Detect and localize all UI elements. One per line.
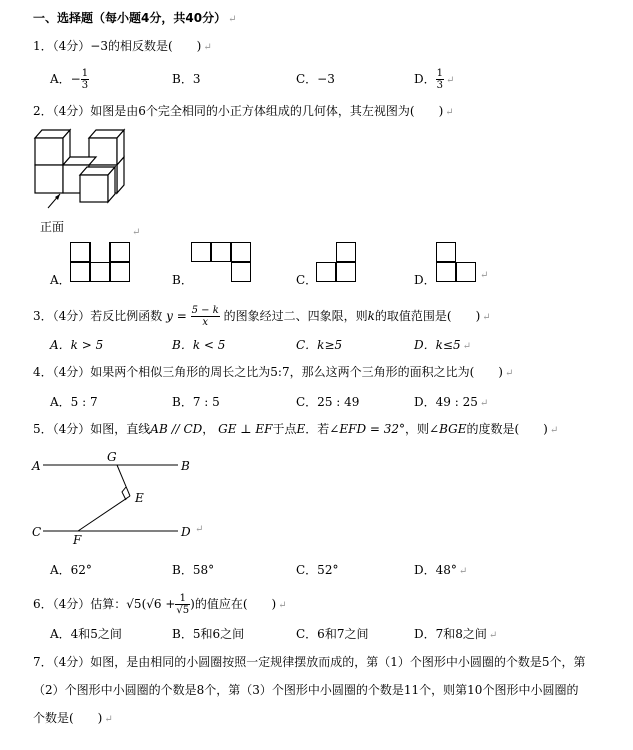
point-label-g: G [107, 450, 117, 464]
q2-stem: 2．（4分）如图是由6个完全相同的小正方体组成的几何体，其左视图为( ) ↵ [33, 104, 454, 118]
point-label-d: D [181, 525, 191, 539]
q4-stem: 4．（4分）如果两个相似三角形的周长之比为5:7，那么这两个三角形的面积之比为( ) ↵ [33, 365, 514, 379]
q3-option-c[interactable]: C．k≥5 [296, 338, 343, 352]
q1-option-a[interactable]: A．− $\frac{1}{3}$ [50, 68, 89, 91]
fraction: $\frac{1}{√5}$ [176, 593, 190, 616]
q7-stem-line1: 7．（4分）如图，是由相同的小圆圈按照一定规律摆放而成的，第（1）个图形中小圆圈的个数是5个，第 [33, 655, 586, 669]
q7-stem-line2: （2）个图形中小圆圈的个数是8个，第（3）个图形中小圆圈的个数是11个，则第10个图形中小圆圈的 [33, 683, 579, 697]
q3-option-a[interactable]: A．k > 5 [50, 338, 104, 352]
q5-option-c[interactable]: C．52° [296, 563, 339, 577]
return-mark: ↵ [228, 14, 237, 25]
q2-option-a[interactable]: A． [50, 273, 71, 287]
q3-option-d[interactable]: D．k≤5 ↵ [414, 338, 471, 352]
q5-option-d[interactable]: D．48° ↵ [414, 563, 468, 577]
q4-option-d[interactable]: D．49 : 25 ↵ [414, 395, 489, 409]
q2-front-label: 正面 [40, 220, 65, 234]
q5-stem: 5．（4分）如图，直线AB // CD， GE ⊥ EF于点E．若∠EFD = 32°，则∠BGE的度数是( ) ↵ [33, 422, 559, 436]
point-label-f: F [73, 533, 82, 547]
q6-option-a[interactable]: A．4和5之间 [50, 627, 122, 641]
section-note: （每小题4分，共40分） [93, 11, 227, 25]
q4-option-b[interactable]: B．7 : 5 [172, 395, 220, 409]
q1-option-d[interactable]: D． $\frac{1}{3}$ ↵ [414, 68, 455, 91]
fraction: $\frac{5 - k}{x}$ [191, 305, 219, 328]
section-heading [33, 10, 236, 28]
q3-option-b[interactable]: B．k < 5 [172, 338, 226, 352]
q2-option-d[interactable]: D． [414, 273, 436, 287]
point-label-a: A [32, 459, 41, 473]
q2-option-b[interactable]: B． [172, 273, 193, 287]
q6-option-b[interactable]: B．5和6之间 [172, 627, 245, 641]
q1-option-b[interactable]: B．3 [172, 72, 201, 86]
q1-stem: 1．（4分）−3的相反数是( ) ↵ [33, 39, 212, 53]
q6-option-c[interactable]: C．6和7之间 [296, 627, 369, 641]
q4-option-c[interactable]: C．25 : 49 [296, 395, 360, 409]
fraction: $\frac{1}{3}$ [81, 68, 89, 91]
point-label-b: B [181, 459, 190, 473]
q5-option-b[interactable]: B．58° [172, 563, 215, 577]
q7-stem-line3: 个数是( ) ↵ [33, 711, 113, 725]
fraction: $\frac{1}{3}$ [436, 68, 443, 91]
q2-option-c[interactable]: C． [296, 273, 318, 287]
point-label-c: C [32, 525, 42, 539]
q3-stem: 3．（4分）若反比例函数 y = $\frac{5 - k}{x}$ 的图象经过二、四象限，则k的取值范围是( ) ↵ [33, 305, 491, 328]
q1-option-c[interactable]: C．−3 [296, 72, 335, 86]
q5-option-a[interactable]: A．62° [50, 563, 92, 577]
point-label-e: E [135, 491, 144, 505]
q4-option-a[interactable]: A．5 : 7 [50, 395, 98, 409]
q6-option-d[interactable]: D．7和8之间 ↵ [414, 627, 498, 641]
section-title: 一、选择题 [33, 11, 94, 25]
q6-stem: 6．（4分）估算：√5(√6 + $\frac{1}{√5}$ )的值应在( ) ↵ [33, 593, 287, 616]
